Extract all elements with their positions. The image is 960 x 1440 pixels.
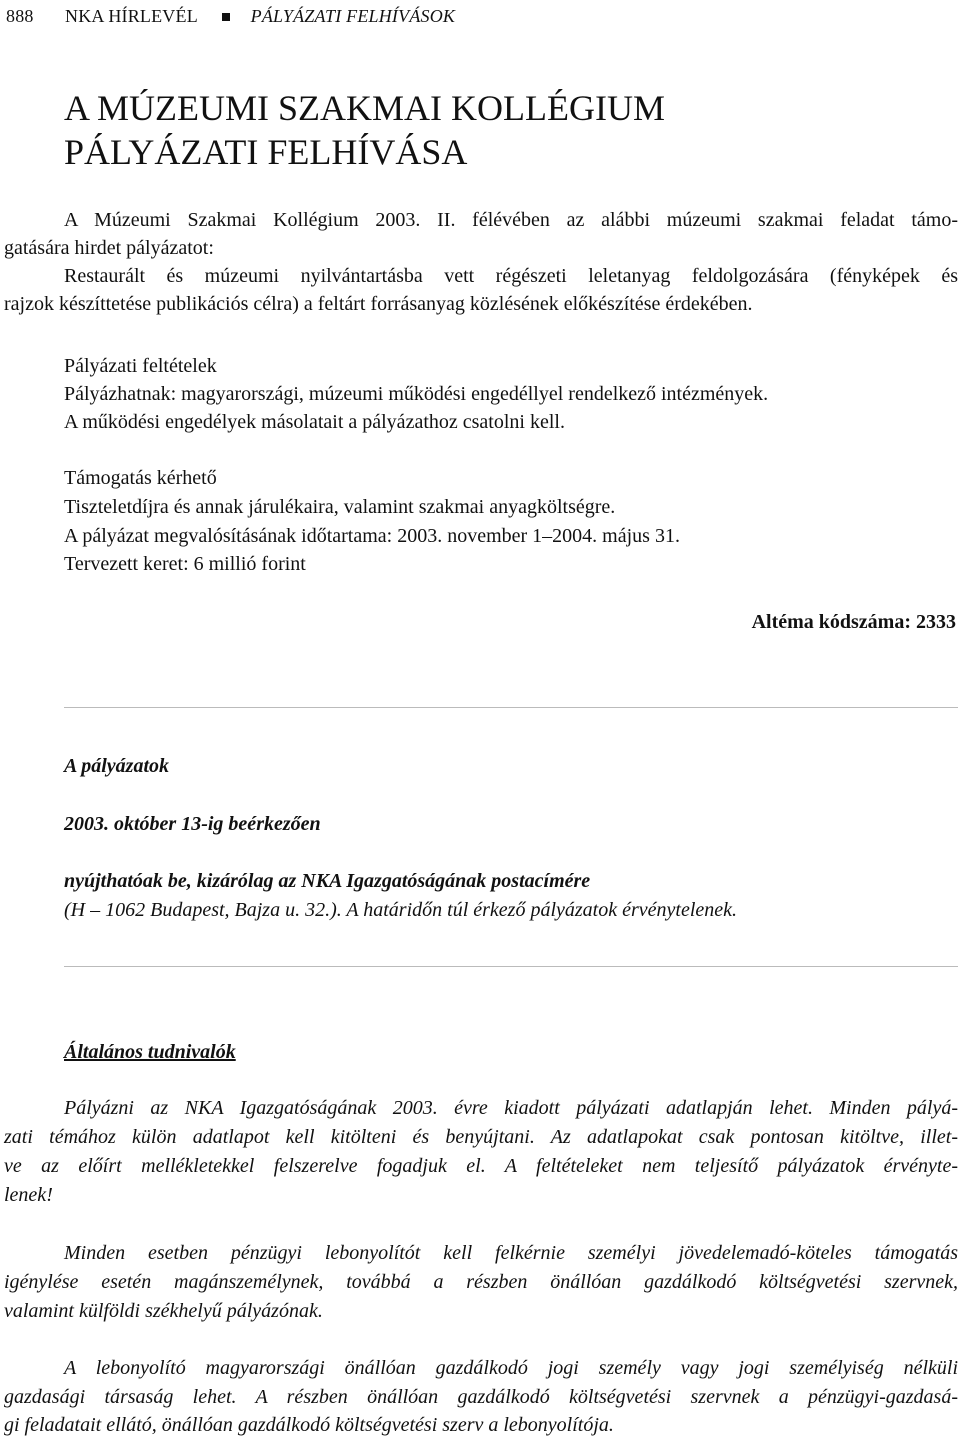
general-p3-line-3: gi feladatait ellátó, önállóan gazdálkodó költségvetési szerv a lebonyolítója. xyxy=(4,1414,614,1436)
general-p3-line-2: gazdasági társaság lehet. A részben önállóan gazdálkodó költségvetési szervnek a pénzügyi-gazdasá- xyxy=(4,1386,958,1408)
submission-address: (H – 1062 Budapest, Bajza u. 32.). A határidőn túl érkező pályázatok érvénytelenek. xyxy=(64,899,738,921)
intro-line-4: rajzok készíttetése publikációs célra) a feltárt forrásanyag közlésének előkészítése érdekében. xyxy=(4,293,753,315)
page-title-line-2: PÁLYÁZATI FELHÍVÁSA xyxy=(64,132,468,172)
general-heading: Általános tudnivalók xyxy=(64,1041,236,1063)
bullet-square-icon xyxy=(222,13,230,21)
page-number: 888 xyxy=(6,6,34,26)
intro-line-1: A Múzeumi Szakmai Kollégium 2003. II. félévében az alábbi múzeumi szakmai feladat támo- xyxy=(64,209,958,231)
general-p2-line-3: valamint külföldi székhelyű pályázónak. xyxy=(4,1300,323,1322)
divider xyxy=(64,707,958,708)
publication-name: NKA HÍRLEVÉL xyxy=(65,6,198,26)
general-p1-line-3: ve az előírt mellékletekkel felszerelve fogadjuk el. A feltételeket nem teljesítő pályázatok érvényte- xyxy=(4,1155,958,1177)
subtopic-code: Altéma kódszáma: 2333 xyxy=(751,611,956,633)
conditions-heading: Pályázati feltételek xyxy=(64,355,217,377)
divider xyxy=(64,966,958,967)
support-line-3: Tervezett keret: 6 millió forint xyxy=(64,553,306,575)
submission-line-3: nyújthatóak be, kizárólag az NKA Igazgatóságának postacímére xyxy=(64,870,591,892)
submission-deadline: 2003. október 13-ig beérkezően xyxy=(64,813,321,835)
general-p1-line-1: Pályázni az NKA Igazgatóságának 2003. évre kiadott pályázati adatlapján lehet. Minden pályá- xyxy=(64,1097,958,1119)
conditions-line-1: Pályázhatnak: magyarországi, múzeumi működési engedéllyel rendelkező intézmények. xyxy=(64,383,769,405)
section-name: PÁLYÁZATI FELHÍVÁSOK xyxy=(250,6,456,26)
intro-line-2: gatására hirdet pályázatot: xyxy=(4,237,214,259)
general-p2-line-1: Minden esetben pénzügyi lebonyolítót kell felkérnie személyi jövedelemadó-köteles támogatás xyxy=(64,1242,958,1264)
general-p1-line-4: lenek! xyxy=(4,1184,53,1206)
support-line-2: A pályázat megvalósításának időtartama: 2003. november 1–2004. május 31. xyxy=(64,525,680,547)
page-title-line-1: A MÚZEUMI SZAKMAI KOLLÉGIUM xyxy=(64,88,665,128)
intro-line-3: Restaurált és múzeumi nyilvántartásba vett régészeti leletanyag feldolgozására (fényképek és xyxy=(64,265,958,287)
submission-line-1: A pályázatok xyxy=(64,755,170,777)
running-header xyxy=(6,6,455,27)
general-p1-line-2: zati témához külön adatlapot kell kitölteni és benyújtani. Az adatlapokat csak pontosan kitöltve, illet- xyxy=(4,1126,958,1148)
support-heading: Támogatás kérhető xyxy=(64,467,217,489)
general-p2-line-2: igénylése esetén magánszemélynek, továbbá a részben önállóan gazdálkodó költségvetési szervnek, xyxy=(4,1271,958,1293)
general-p3-line-1: A lebonyolító magyarországi önállóan gazdálkodó jogi személy vagy jogi személyiség nélküli xyxy=(64,1357,958,1379)
conditions-line-2: A működési engedélyek másolatait a pályázathoz csatolni kell. xyxy=(64,411,565,433)
support-line-1: Tiszteletdíjra és annak járulékaira, valamint szakmai anyagköltségre. xyxy=(64,496,616,518)
